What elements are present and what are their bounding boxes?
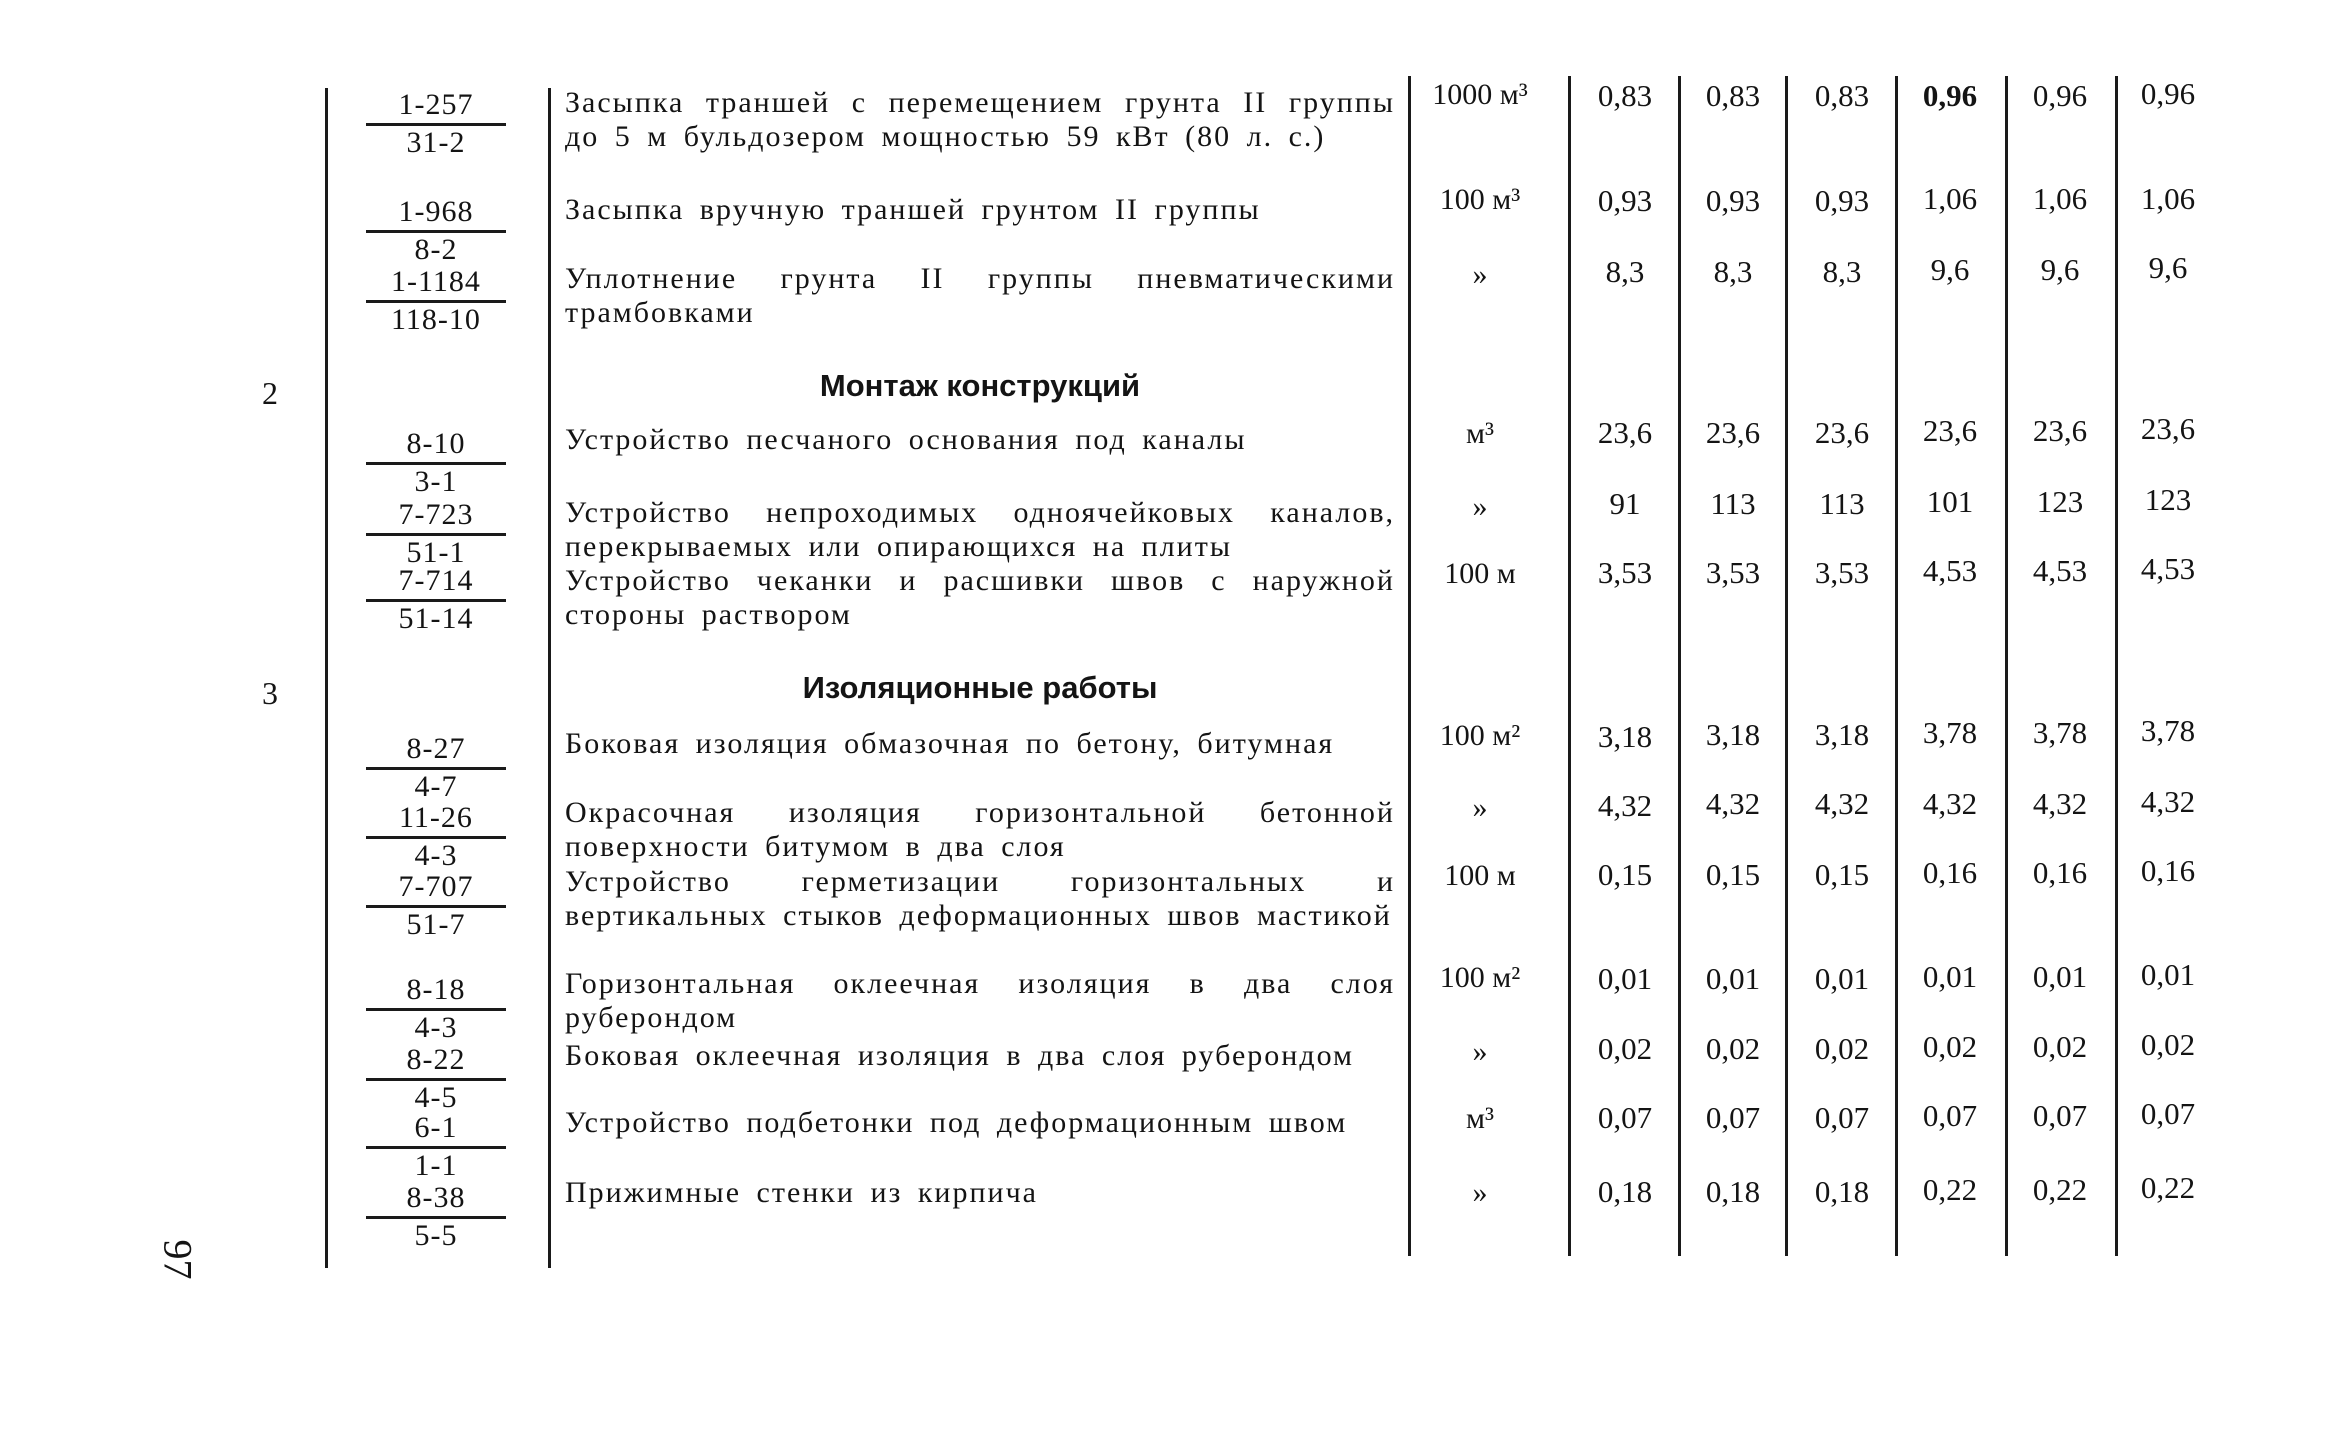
value-1: 0,18 — [1597, 1174, 1653, 1209]
work-description: Засыпка вручную траншей грунтом II группы — [565, 193, 1261, 226]
work-description: Боковая изоляция обмазочная по бетону, битумная — [565, 727, 1335, 760]
value-6: 23,6 — [2140, 411, 2196, 446]
code-top: 1-968 — [366, 195, 506, 233]
value-5: 0,96 — [2032, 78, 2088, 113]
value-2: 23,6 — [1705, 415, 1761, 450]
value-3: 113 — [1819, 486, 1865, 521]
column-rule-code — [548, 88, 551, 1268]
unit: » — [1472, 1035, 1488, 1068]
code-top: 7-714 — [366, 564, 506, 602]
value-3: 0,93 — [1814, 183, 1870, 218]
code-top: 8-18 — [366, 973, 506, 1011]
code-bottom: 5-5 — [414, 1219, 458, 1252]
value-4: 1,06 — [1922, 181, 1978, 216]
value-4: 3,78 — [1922, 715, 1978, 750]
value-3: 0,18 — [1814, 1174, 1870, 1209]
code-fraction — [366, 195, 506, 266]
value-6: 3,78 — [2140, 713, 2196, 748]
value-6: 4,32 — [2140, 784, 2196, 819]
value-2: 3,18 — [1705, 717, 1761, 752]
value-3: 3,53 — [1814, 555, 1870, 590]
value-4: 23,6 — [1922, 413, 1978, 448]
code-top: 11-26 — [366, 801, 506, 839]
work-description: Боковая оклеечная изоляция в два слоя руберондом — [565, 1039, 1355, 1072]
value-1: 0,01 — [1597, 961, 1653, 996]
unit: » — [1472, 1176, 1488, 1209]
value-4: 0,22 — [1922, 1172, 1978, 1207]
unit: 100 м³ — [1439, 183, 1521, 216]
work-description: Устройство песчаного основания под каналы — [565, 423, 1247, 456]
section-number: 2 — [262, 375, 278, 411]
section-number: 3 — [262, 675, 278, 711]
value-3: 0,02 — [1814, 1031, 1870, 1066]
value-6: 9,6 — [2148, 250, 2188, 285]
unit: » — [1472, 258, 1488, 291]
value-6: 123 — [2144, 482, 2192, 517]
code-fraction — [366, 801, 506, 872]
page-number: 97 — [155, 1239, 201, 1280]
column-rule-unit — [1568, 76, 1571, 1256]
code-bottom: 51-14 — [398, 602, 474, 635]
column-rule-v2 — [1785, 76, 1788, 1256]
code-top: 8-22 — [366, 1043, 506, 1081]
value-6: 0,16 — [2140, 853, 2196, 888]
value-2: 4,32 — [1705, 786, 1761, 821]
value-5: 23,6 — [2032, 413, 2088, 448]
value-3: 0,15 — [1814, 857, 1870, 892]
value-4: 4,32 — [1922, 786, 1978, 821]
value-2: 0,02 — [1705, 1031, 1761, 1066]
value-2: 0,93 — [1705, 183, 1761, 218]
work-description: Уплотнение грунта II группы пневматическими трамбовками — [565, 262, 1395, 329]
value-1: 4,32 — [1597, 788, 1653, 823]
unit: » — [1472, 490, 1488, 523]
value-3: 0,01 — [1814, 961, 1870, 996]
value-5: 4,53 — [2032, 553, 2088, 588]
work-description: Горизонтальная оклеечная изоляция в два слоя руберондом — [565, 967, 1395, 1034]
value-4: 9,6 — [1930, 252, 1970, 287]
code-fraction — [366, 427, 506, 498]
column-rule-left — [325, 88, 328, 1268]
value-3: 0,07 — [1814, 1100, 1870, 1135]
work-description: Устройство подбетонки под деформационным швом — [565, 1106, 1348, 1139]
value-6: 0,22 — [2140, 1170, 2196, 1205]
value-3: 8,3 — [1822, 254, 1862, 289]
code-top: 8-38 — [366, 1181, 506, 1219]
value-4: 0,02 — [1922, 1029, 1978, 1064]
value-2: 113 — [1710, 486, 1756, 521]
value-5: 0,22 — [2032, 1172, 2088, 1207]
code-bottom: 4-7 — [414, 770, 458, 803]
value-2: 0,01 — [1705, 961, 1761, 996]
code-fraction — [366, 265, 506, 336]
code-fraction — [366, 973, 506, 1044]
value-6: 4,53 — [2140, 551, 2196, 586]
section-title: Монтаж конструкций — [819, 368, 1141, 403]
code-top: 7-723 — [366, 498, 506, 536]
value-6: 0,07 — [2140, 1096, 2196, 1131]
work-description: Устройство герметизации горизонтальных и вертикальных стыков деформационных швов мастикой — [565, 865, 1395, 932]
code-bottom: 4-3 — [414, 839, 458, 872]
column-rule-v3 — [1895, 76, 1898, 1256]
value-6: 1,06 — [2140, 181, 2196, 216]
code-bottom: 1-1 — [414, 1149, 458, 1182]
value-2: 0,18 — [1705, 1174, 1761, 1209]
code-bottom: 51-1 — [406, 536, 466, 569]
code-fraction — [366, 1111, 506, 1182]
value-2: 0,83 — [1705, 78, 1761, 113]
unit: 100 м — [1444, 859, 1516, 892]
value-1: 23,6 — [1597, 415, 1653, 450]
code-fraction — [366, 1181, 506, 1252]
code-fraction — [366, 732, 506, 803]
section-title: Изоляционные работы — [802, 670, 1158, 705]
unit: 100 м² — [1439, 719, 1521, 752]
value-1: 3,53 — [1597, 555, 1653, 590]
value-6: 0,01 — [2140, 957, 2196, 992]
code-top: 8-27 — [366, 732, 506, 770]
column-rule-v1 — [1678, 76, 1681, 1256]
code-bottom: 8-2 — [414, 233, 458, 266]
unit: 1000 м³ — [1432, 78, 1528, 111]
value-4: 101 — [1926, 484, 1974, 519]
code-fraction — [366, 564, 506, 635]
code-bottom: 51-7 — [406, 908, 466, 941]
value-1: 3,18 — [1597, 719, 1653, 754]
unit: 100 м — [1444, 557, 1516, 590]
value-2: 0,07 — [1705, 1100, 1761, 1135]
value-4: 4,53 — [1922, 553, 1978, 588]
work-description: Засыпка траншей с перемещением грунта II группы до 5 м бульдозером мощностью 59 кВт (80 л. с.) — [565, 86, 1395, 153]
value-1: 91 — [1609, 486, 1641, 521]
value-1: 0,02 — [1597, 1031, 1653, 1066]
value-6: 0,02 — [2140, 1027, 2196, 1062]
code-fraction — [366, 88, 506, 159]
value-3: 3,18 — [1814, 717, 1870, 752]
code-top: 1-1184 — [366, 265, 506, 303]
value-5: 0,02 — [2032, 1029, 2088, 1064]
unit: м³ — [1466, 417, 1494, 450]
value-2: 3,53 — [1705, 555, 1761, 590]
value-1: 0,15 — [1597, 857, 1653, 892]
column-rule-v4 — [2005, 76, 2008, 1256]
column-rule-desc — [1408, 76, 1411, 1256]
code-top: 8-10 — [366, 427, 506, 465]
value-1: 8,3 — [1605, 254, 1645, 289]
value-3: 0,83 — [1814, 78, 1870, 113]
value-6: 0,96 — [2140, 76, 2196, 111]
value-5: 123 — [2036, 484, 2084, 519]
code-bottom: 3-1 — [414, 465, 458, 498]
value-3: 4,32 — [1814, 786, 1870, 821]
value-2: 8,3 — [1713, 254, 1753, 289]
value-1: 0,07 — [1597, 1100, 1653, 1135]
code-fraction — [366, 870, 506, 941]
value-5: 3,78 — [2032, 715, 2088, 750]
code-fraction — [366, 498, 506, 569]
work-description: Прижимные стенки из кирпича — [565, 1176, 1038, 1209]
value-4: 0,07 — [1922, 1098, 1978, 1133]
value-4: 0,01 — [1922, 959, 1978, 994]
code-bottom: 118-10 — [391, 303, 481, 336]
value-4: 0,16 — [1922, 855, 1978, 890]
value-5: 1,06 — [2032, 181, 2088, 216]
value-1: 0,93 — [1597, 183, 1653, 218]
value-5: 9,6 — [2040, 252, 2080, 287]
code-bottom: 4-5 — [414, 1081, 458, 1114]
code-top: 1-257 — [366, 88, 506, 126]
work-description: Устройство чеканки и расшивки швов с наружной стороны раствором — [565, 564, 1395, 631]
unit: м³ — [1466, 1102, 1494, 1135]
value-5: 0,01 — [2032, 959, 2088, 994]
value-5: 0,16 — [2032, 855, 2088, 890]
value-2: 0,15 — [1705, 857, 1761, 892]
code-top: 7-707 — [366, 870, 506, 908]
code-bottom: 4-3 — [414, 1011, 458, 1044]
code-fraction — [366, 1043, 506, 1114]
code-top: 6-1 — [366, 1111, 506, 1149]
work-description: Окрасочная изоляция горизонтальной бетонной поверхности битумом в два слоя — [565, 796, 1395, 863]
value-5: 4,32 — [2032, 786, 2088, 821]
value-5: 0,07 — [2032, 1098, 2088, 1133]
value-1: 0,83 — [1597, 78, 1653, 113]
unit: » — [1472, 791, 1488, 824]
value-3: 23,6 — [1814, 415, 1870, 450]
unit: 100 м² — [1439, 961, 1521, 994]
work-description: Устройство непроходимых одноячейковых каналов, перекрываемых или опирающихся на плиты — [565, 496, 1395, 563]
code-bottom: 31-2 — [406, 126, 466, 159]
value-4: 0,96 — [1922, 78, 1978, 113]
